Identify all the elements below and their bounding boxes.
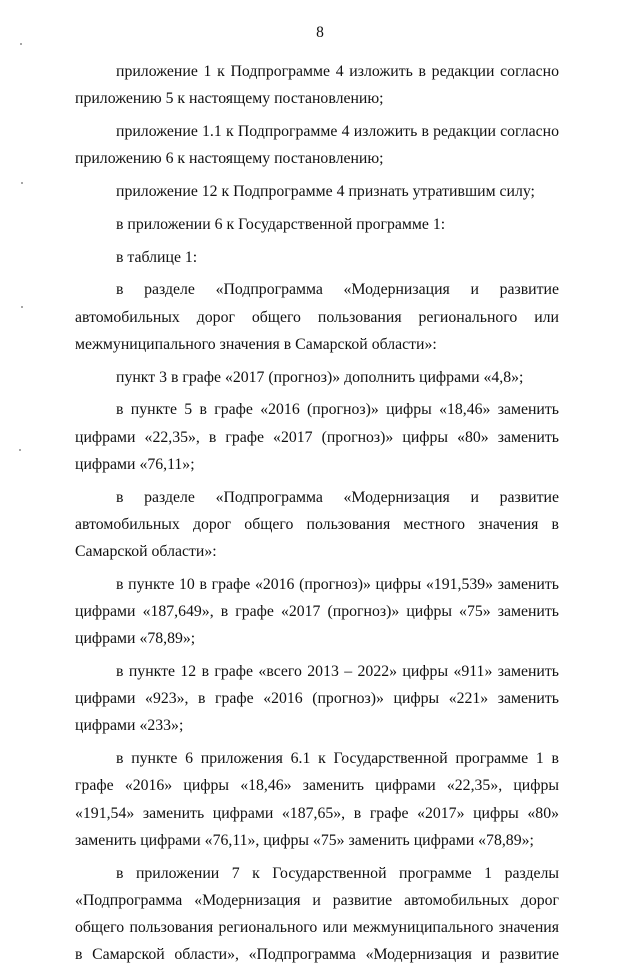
- paragraph-item-12: в пункте 12 в графе «всего 2013 – 2022» цифры «911» заменить цифрами «923», в графе «2016 (прогноз)» цифры «221» заменить цифрами «233»;: [75, 663, 559, 735]
- paragraph-appendix-7: в приложении 7 к Государственной программе 1 разделы «Подпрограмма «Модернизация и развитие автомобильных дорог общего пользования регионального или межмуниципального значения в Самарской области», «Подпрограмма «Модернизация и развитие: [75, 864, 559, 964]
- scan-speck: [20, 43, 22, 45]
- paragraph-appendix-1-1: приложение 1.1 к Подпрограмме 4 изложить в редакции согласно приложению 6 к настоящему постановлению;: [75, 123, 559, 168]
- paragraph-appendix-6-intro: в приложении 6 к Государственной программе 1:: [116, 215, 446, 233]
- document-body: [75, 58, 559, 974]
- paragraph-appendix-12: приложение 12 к Подпрограмме 4 признать утратившим силу;: [116, 183, 535, 200]
- paragraph-item-3: пункт 3 в графе «2017 (прогноз)» дополнить цифрами «4,8»;: [116, 368, 524, 386]
- paragraph-appendix-1: приложение 1 к Подпрограмме 4 изложить в редакции согласно приложению 5 к настоящему постановлению;: [75, 63, 559, 108]
- paragraph-item-5: в пункте 5 в графе «2016 (прогноз)» цифры «18,46» заменить цифрами «22,35», в графе «2017 (прогноз)» цифры «80» заменить цифрами «76,11»;: [75, 401, 559, 473]
- page-number: 8: [316, 24, 324, 41]
- paragraph-appendix-6-1: в пункте 6 приложения 6.1 к Государственной программе 1 в графе «2016» цифры «18,46» заменить цифрами «22,35», цифры «191,54» заменить цифрами «187,65», в графе «2017» цифры «80» заменить цифрами «76,11», цифры «75» заменить цифрами «78,89»;: [75, 750, 559, 849]
- scan-speck: [19, 449, 21, 451]
- paragraph-section-regional: в разделе «Подпрограмма «Модернизация и развитие автомобильных дорог общего пользования регионального или межмуниципального значения в Самарской области»:: [75, 281, 559, 353]
- paragraph-section-local: в разделе «Подпрограмма «Модернизация и развитие автомобильных дорог общего пользования местного значения в Самарской области»:: [75, 488, 559, 560]
- paragraph-table-1: в таблице 1:: [116, 248, 198, 266]
- scan-speck: [21, 306, 23, 308]
- scan-speck: [21, 182, 23, 184]
- paragraph-item-10: в пункте 10 в графе «2016 (прогноз)» цифры «191,539» заменить цифрами «187,649», в графе «2017 (прогноз)» цифры «75» заменить цифрами «78,89»;: [75, 575, 559, 648]
